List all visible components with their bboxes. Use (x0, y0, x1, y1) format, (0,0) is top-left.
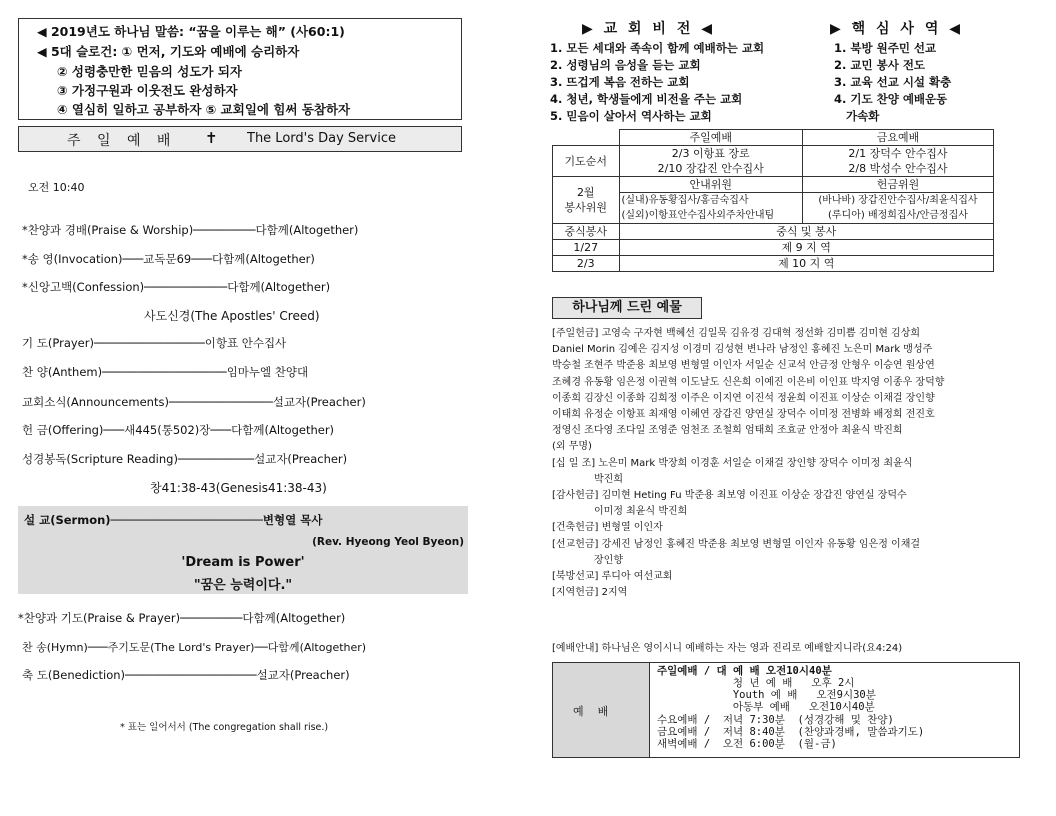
meal-header: 중식 및 봉사 (619, 224, 994, 240)
scripture-reference: 창41:38-43(Genesis41:38-43) (150, 481, 327, 495)
service-title-ko: 주 일 예 배 (67, 133, 177, 149)
sermon-title-ko: "꿈은 능력이다." (193, 578, 293, 593)
offering-row: [선교헌금] 강세진 남정인 홍혜진 박준용 최보영 변형열 이인자 유동황 임은정 이채걸 (552, 538, 921, 550)
sermon-title-en: 'Dream is Power' (181, 555, 305, 570)
vision-item: 4. 청년, 학생들에게 비전을 주는 교회 (550, 92, 743, 106)
worship-guide-verse: [예배안내] 하나님은 영이시니 예배하는 자는 영과 진리로 예배할지니라(요4:24) (552, 643, 903, 654)
sunday-header: 주일예배 (619, 130, 802, 146)
core-item: 3. 교육 선교 시설 확충 (834, 75, 952, 89)
service-title-en: The Lord's Day Service (247, 131, 396, 146)
offering-row: 조혜경 유동황 임은정 이권혁 이도날도 신은희 이예진 이은비 이인표 박지영 이종우 장덕향 (552, 376, 945, 388)
apostles-creed: 사도신경(The Apostles' Creed) (144, 309, 320, 323)
offering-row: (외 무명) (552, 441, 592, 453)
guide-header: 안내위원 (619, 177, 802, 193)
year-motto-box (18, 18, 462, 120)
offering-header: 헌금위원 (802, 177, 993, 193)
meal-label: 중식봉사 (553, 224, 620, 240)
guide-members: (실내)유동황집사/홍금숙집사 (실외)이항표안수집사외주차안내팀 (619, 193, 802, 224)
core-item: 2. 교민 봉사 전도 (834, 58, 926, 72)
order-praise: *찬양과 경배(Praise & Worship)─────────다함께(Altogether) (22, 223, 359, 237)
vision-item: 5. 믿음이 살아서 역사하는 교회 (550, 109, 712, 123)
duty-table (552, 129, 994, 272)
slogan-2: ② 성령충만한 믿음의 성도가 되자 (57, 64, 242, 79)
schedule-line: 주일예배 / 대 예 배 오전10시40분 (657, 665, 832, 677)
friday-header: 금요예배 (802, 130, 993, 146)
offering-row: 정영신 조다영 조다일 조영준 엄천조 조철희 엄태희 조효균 안정아 최윤식 박진희 (552, 425, 903, 437)
order-announcements: 교회소식(Announcements)───────────────설교자(Preacher) (22, 395, 366, 409)
core-item: 가속화 (846, 109, 880, 123)
offering-row: [북방선교] 루디아 여선교회 (552, 571, 673, 583)
month-label: 2월 봉사위원 (553, 177, 620, 224)
meal-date: 1/27 (553, 240, 620, 256)
vision-item: 2. 성령님의 음성을 듣는 교회 (550, 58, 701, 72)
worship-label-cell (553, 663, 650, 757)
standing-note: * 표는 일어서서 (The congregation shall rise.) (120, 722, 329, 733)
offering-row: [십 일 조] 노은미 Mark 박장희 이경훈 서일순 이채걸 장인향 장덕수 이미정 최윤식 (552, 457, 913, 469)
order-offering: 헌 금(Offering)───새445(통502)장───다함께(Altogether) (22, 423, 335, 437)
order-hymn: 찬 송(Hymn)───주기도문(The Lord's Prayer)──다함께(Altogether) (22, 641, 367, 654)
meal-date: 2/3 (553, 256, 620, 272)
offerings-list (552, 326, 1002, 601)
year-motto: ◀ 2019년도 하나님 말씀: “꿈을 이루는 해” (사60:1) (37, 24, 345, 39)
offering-row: 박승철 조현주 박준용 최보영 변형열 이인자 서일순 신교석 안금정 안형우 이승연 원상연 (552, 360, 935, 372)
service-title-bar (18, 126, 462, 152)
worship-label: 예 배 (573, 705, 609, 718)
offering-row: 이종희 김장신 이종화 김희정 이주은 이지연 이진석 정윤희 이진표 이상순 이채걸 장인향 (552, 392, 935, 404)
preacher-en: (Rev. Hyeong Yeol Byeon) (312, 536, 464, 548)
sermon-line: 설 교(Sermon)──────────────────────변형열 목사 (24, 513, 323, 527)
schedule-line: 수요예배 / 저녁 7:30분 (성경강해 및 찬양) (657, 714, 894, 726)
meal-team: 제 10 지 역 (619, 256, 994, 272)
order-confession: *신앙고백(Confession)────────────다함께(Altogether) (22, 280, 331, 294)
offering-row: Daniel Morin 김예은 김지성 이경미 김성현 변나라 남정인 홍혜진 노은미 Mark 맹성주 (552, 344, 933, 356)
offerings-heading: 하나님께 드린 예물 (552, 297, 702, 319)
core-list (834, 40, 951, 125)
schedule-line: Youth 예 배 오전9시30분 (657, 689, 876, 701)
sunday-prayer: 2/3 이항표 장로 2/10 장갑진 안수집사 (619, 146, 802, 177)
offering-row: [감사헌금] 김미현 Heting Fu 박준용 최보영 이진표 이상순 장갑진 양연실 장덕수 (552, 490, 907, 502)
offering-members: (바나바) 장갑진안수집사/최윤식집사 (루디아) 배정희집사/안금정집사 (802, 193, 993, 224)
offering-row: [지역헌금] 2지역 (552, 587, 628, 599)
core-item: 4. 기도 찬양 예배운동 (834, 92, 948, 106)
order-anthem: 찬 양(Anthem)──────────────────임마누엘 찬양대 (22, 365, 309, 379)
order-prayer: 기 도(Prayer)────────────────이항표 안수집사 (22, 336, 287, 350)
cross-icon: ✝ (205, 129, 218, 147)
vision-list (550, 40, 764, 125)
prayer-label: 기도순서 (553, 146, 620, 177)
offering-row: [건축헌금] 변형열 이인자 (552, 522, 663, 534)
slogan-1: ◀ 5대 슬로건: ① 먼저, 기도와 예배에 승리하자 (37, 44, 300, 59)
core-item: 1. 북방 원주민 선교 (834, 41, 937, 55)
vision-item: 3. 뜨겁게 복음 전하는 교회 (550, 75, 690, 89)
offering-row: 장인향 (594, 554, 623, 566)
order-scripture: 성경봉독(Scripture Reading)───────────설교자(Preacher) (22, 452, 348, 466)
offering-row: 박진희 (594, 473, 623, 485)
order-invocation: *송 영(Invocation)───교독문69───다함께(Altogether) (22, 252, 315, 266)
offering-row: 이미정 최윤식 박진희 (594, 506, 688, 518)
friday-prayer: 2/1 장덕수 안수집사 2/8 박성수 안수집사 (802, 146, 993, 177)
schedule-line: 아동부 예배 오전10시40분 (657, 701, 875, 713)
sermon-box (18, 506, 468, 594)
schedule-line: 금요예배 / 저녁 8:40분 (찬양과경배, 말씀과기도) (657, 726, 925, 738)
core-heading: ▶ 핵 심 사 역 ◀ (830, 21, 963, 37)
offering-row: [주일헌금] 고영숙 구자현 백혜선 김일묵 김유경 김대혁 정선화 김미쁨 김미현 김상희 (552, 328, 921, 339)
schedule-line: 청 년 예 배 오후 2시 (657, 677, 855, 689)
offering-row: 이태희 유정순 이항표 최재영 이혜연 장갑진 양연실 장덕수 이미정 전병화 배정희 전진호 (552, 409, 935, 421)
worship-schedule-box (552, 662, 1020, 758)
slogan-3: ③ 가정구원과 이웃전도 완성하자 (57, 83, 238, 98)
slogan-4-5: ④ 열심히 일하고 공부하자 ⑤ 교회일에 힘써 동참하자 (57, 102, 351, 117)
vision-heading: ▶ 교 회 비 전 ◀ (582, 21, 715, 37)
schedule-line: 새벽예배 / 오전 6:00분 (월-금) (657, 738, 837, 750)
meal-team: 제 9 지 역 (619, 240, 994, 256)
vision-item: 1. 모든 세대와 족속이 함께 예배하는 교회 (550, 41, 765, 55)
order-praise-prayer: *찬양과 기도(Praise & Prayer)─────────다함께(Altogether) (18, 611, 346, 625)
order-benediction: 축 도(Benediction)───────────────────설교자(Preacher) (22, 668, 350, 682)
service-time: 오전 10:40 (28, 181, 85, 194)
